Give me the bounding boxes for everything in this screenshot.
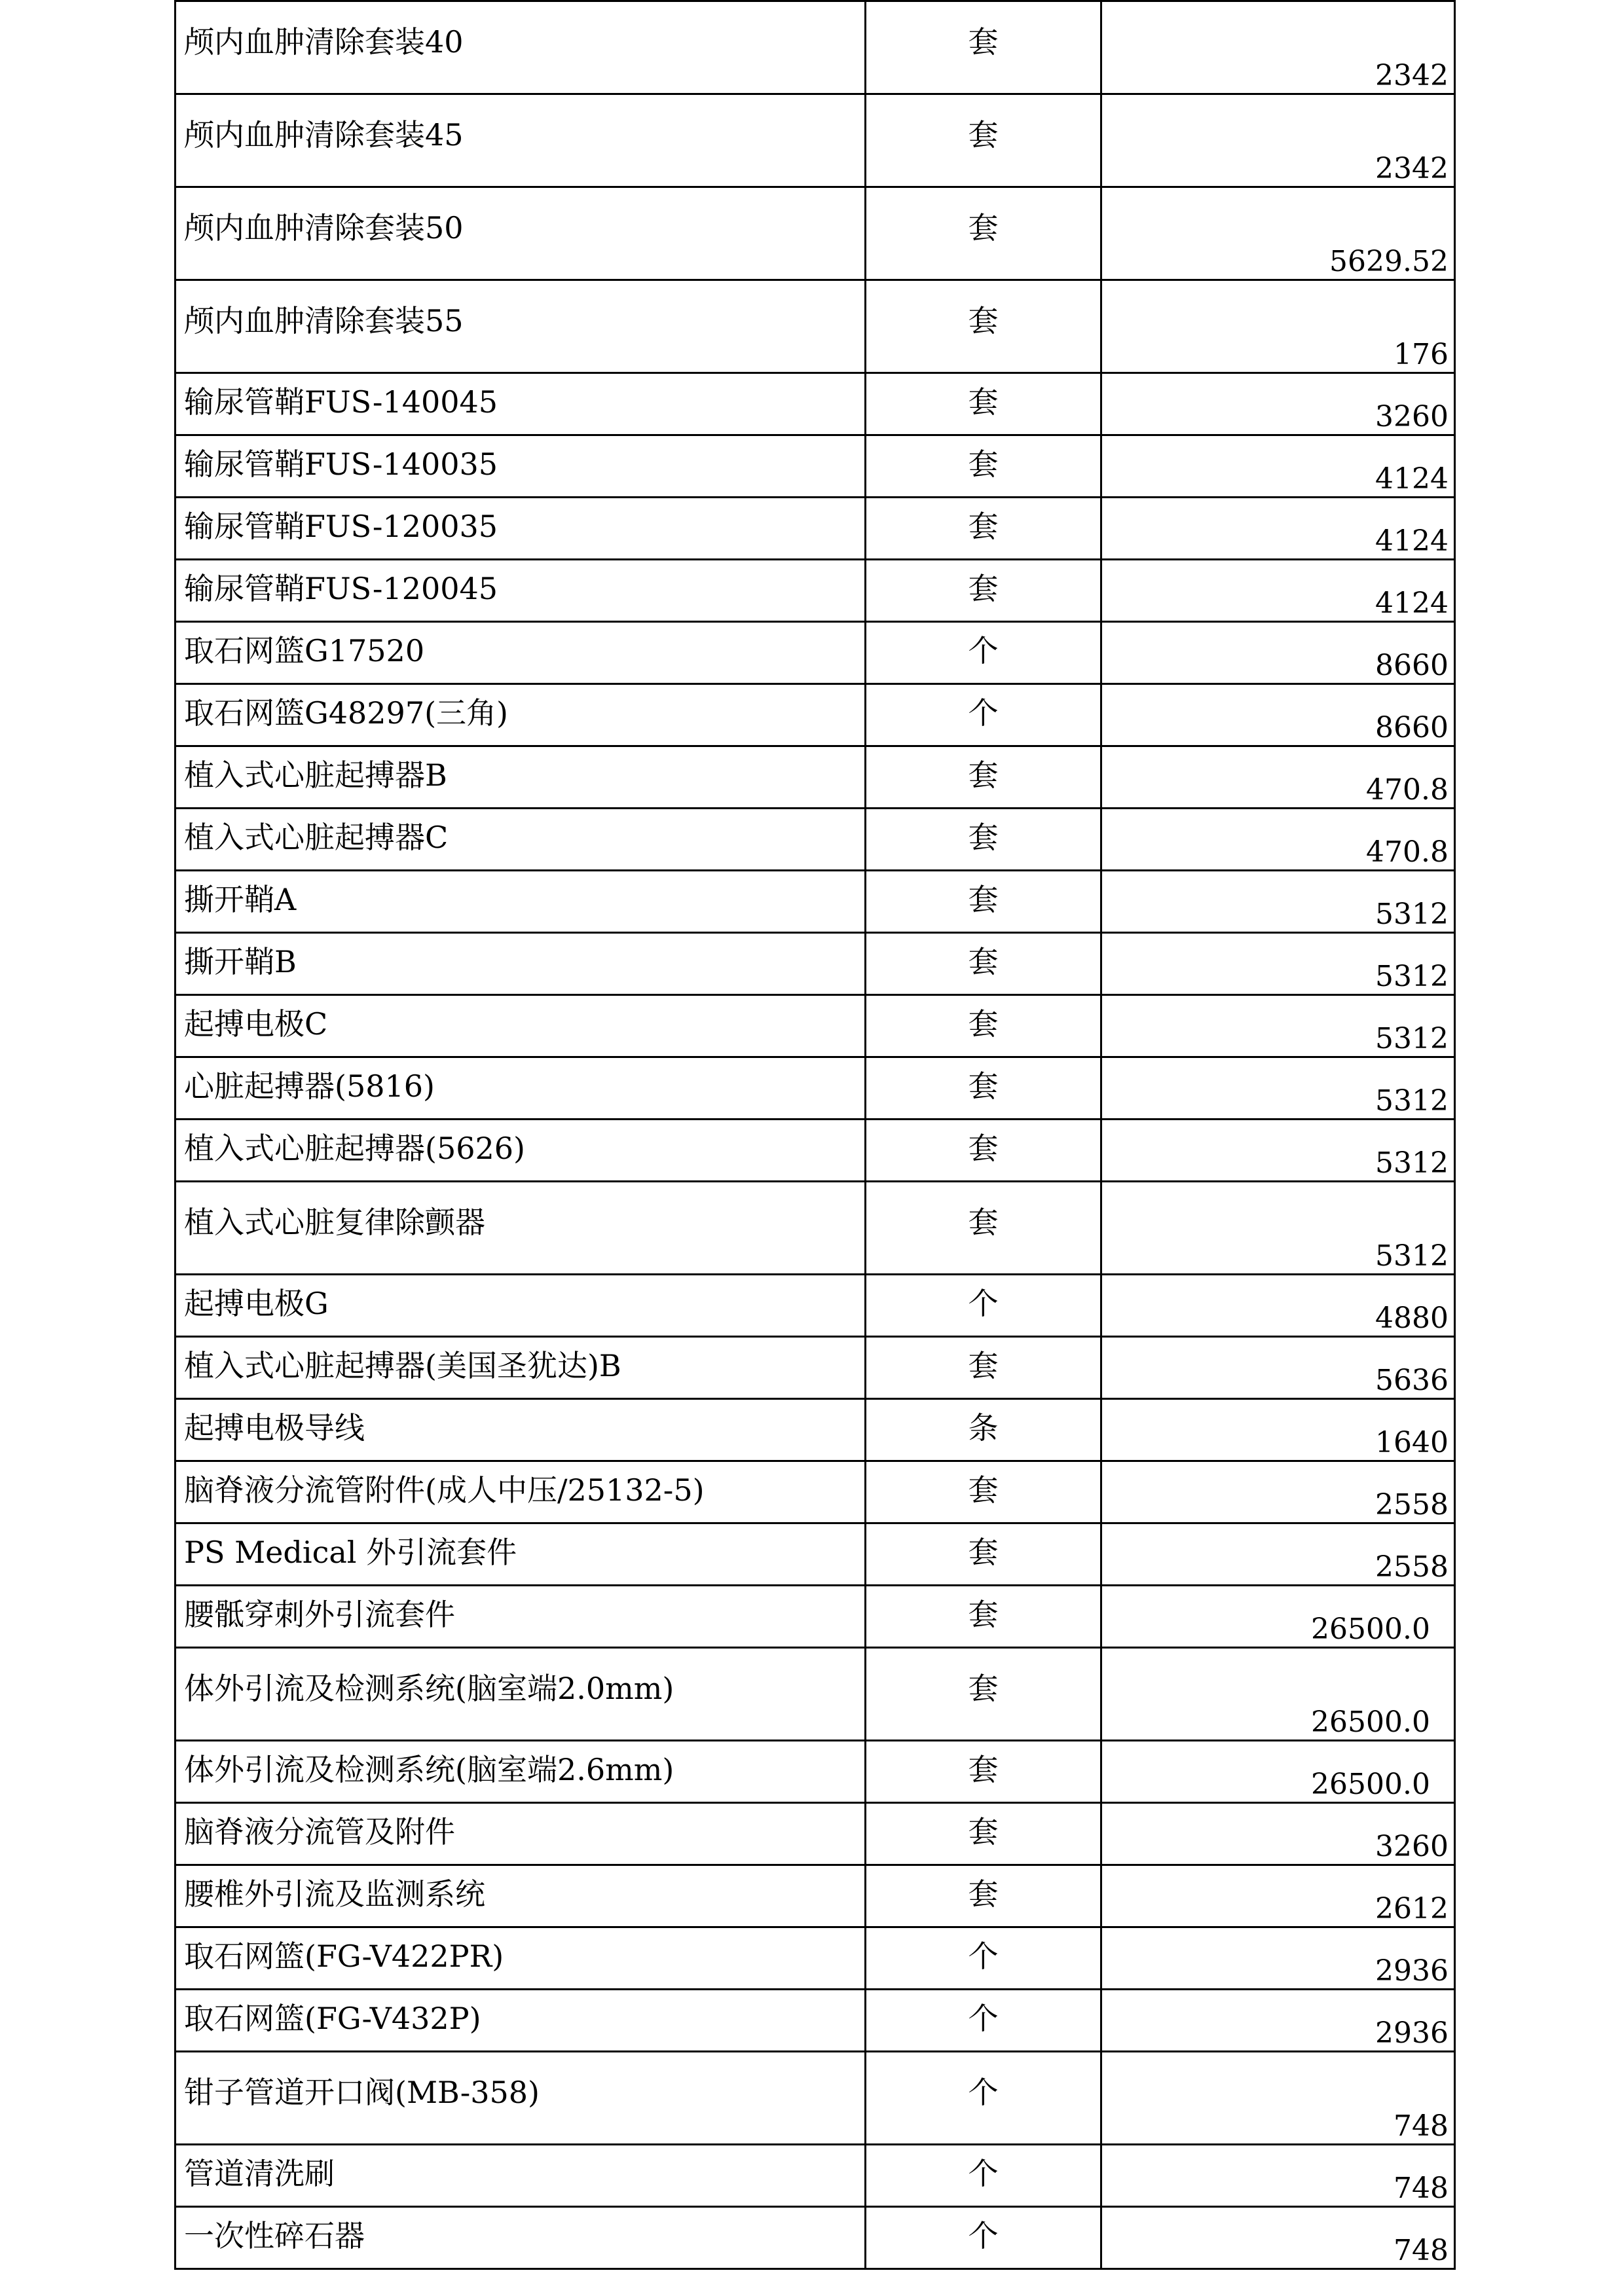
item-unit-cell: 个 <box>866 622 1101 684</box>
table-row <box>175 1586 1455 1648</box>
table-row <box>175 1461 1455 1523</box>
item-name-cell: 体外引流及检测系统(脑室端2.6mm) <box>175 1741 866 1803</box>
item-unit-cell: 套 <box>866 933 1101 995</box>
table-row <box>175 1741 1455 1803</box>
item-name-cell: 起搏电极导线 <box>175 1399 866 1461</box>
item-name-cell: 植入式心脏起搏器(5626) <box>175 1120 866 1182</box>
item-unit-cell: 套 <box>866 1865 1101 1927</box>
item-unit-cell: 个 <box>866 2052 1101 2145</box>
item-price-cell: 8660 <box>1101 622 1455 684</box>
item-price-cell: 5312 <box>1101 933 1455 995</box>
item-price-cell: 470.8 <box>1101 809 1455 871</box>
table-row <box>175 1337 1455 1399</box>
item-price-cell: 2612 <box>1101 1865 1455 1927</box>
table-row <box>175 1057 1455 1120</box>
item-name-cell: 起搏电极C <box>175 995 866 1057</box>
item-price-cell: 2936 <box>1101 1990 1455 2052</box>
table-row <box>175 373 1455 435</box>
item-name-cell: 取石网篮(FG-V422PR) <box>175 1927 866 1990</box>
item-price-cell: 26500.0 <box>1101 1741 1455 1803</box>
item-unit-cell: 套 <box>866 1057 1101 1120</box>
item-name-cell: 钳子管道开口阀(MB-358) <box>175 2052 866 2145</box>
item-name-cell: 脑脊液分流管及附件 <box>175 1803 866 1865</box>
item-unit-cell: 套 <box>866 1461 1101 1523</box>
item-unit-cell: 个 <box>866 684 1101 746</box>
item-name-cell: 取石网篮G17520 <box>175 622 866 684</box>
item-price-cell: 4124 <box>1101 435 1455 498</box>
item-price-cell: 5312 <box>1101 995 1455 1057</box>
item-name-cell: 心脏起搏器(5816) <box>175 1057 866 1120</box>
table-row <box>175 1120 1455 1182</box>
item-unit-cell: 套 <box>866 1523 1101 1586</box>
item-price-cell: 26500.0 <box>1101 1586 1455 1648</box>
item-price-cell: 748 <box>1101 2145 1455 2207</box>
item-name-cell: 颅内血肿清除套装40 <box>175 1 866 94</box>
table-row <box>175 2145 1455 2207</box>
item-unit-cell: 个 <box>866 1275 1101 1337</box>
table-row <box>175 498 1455 560</box>
table-row <box>175 1865 1455 1927</box>
item-price-cell: 176 <box>1101 280 1455 373</box>
table-row <box>175 187 1455 280</box>
item-price-cell: 5312 <box>1101 1120 1455 1182</box>
table-row <box>175 1927 1455 1990</box>
item-price-cell: 5629.52 <box>1101 187 1455 280</box>
item-price-cell: 5312 <box>1101 1182 1455 1275</box>
item-name-cell: 输尿管鞘FUS-120045 <box>175 560 866 622</box>
table-row <box>175 809 1455 871</box>
item-unit-cell: 套 <box>866 187 1101 280</box>
item-unit-cell: 套 <box>866 94 1101 187</box>
item-name-cell: 植入式心脏起搏器C <box>175 809 866 871</box>
item-unit-cell: 套 <box>866 498 1101 560</box>
table-row <box>175 94 1455 187</box>
item-name-cell: 脑脊液分流管附件(成人中压/25132-5) <box>175 1461 866 1523</box>
item-price-cell: 1640 <box>1101 1399 1455 1461</box>
item-price-cell: 4124 <box>1101 560 1455 622</box>
item-price-cell: 470.8 <box>1101 746 1455 809</box>
price-table-body <box>175 1 1455 2269</box>
item-name-cell: 植入式心脏起搏器(美国圣犹达)B <box>175 1337 866 1399</box>
item-name-cell: 体外引流及检测系统(脑室端2.0mm) <box>175 1648 866 1741</box>
table-row <box>175 622 1455 684</box>
item-price-cell: 2342 <box>1101 94 1455 187</box>
item-name-cell: 取石网篮(FG-V432P) <box>175 1990 866 2052</box>
table-row <box>175 1275 1455 1337</box>
item-price-cell: 4124 <box>1101 498 1455 560</box>
item-unit-cell: 套 <box>866 1 1101 94</box>
item-price-cell: 8660 <box>1101 684 1455 746</box>
item-unit-cell: 套 <box>866 1120 1101 1182</box>
table-row <box>175 933 1455 995</box>
item-unit-cell: 套 <box>866 1741 1101 1803</box>
table-row <box>175 746 1455 809</box>
item-price-cell: 748 <box>1101 2052 1455 2145</box>
table-row <box>175 1182 1455 1275</box>
item-name-cell: 取石网篮G48297(三角) <box>175 684 866 746</box>
price-table <box>174 0 1456 2270</box>
item-unit-cell: 套 <box>866 435 1101 498</box>
table-row <box>175 1648 1455 1741</box>
table-row <box>175 1 1455 94</box>
item-unit-cell: 条 <box>866 1399 1101 1461</box>
table-row <box>175 1990 1455 2052</box>
table-row <box>175 1803 1455 1865</box>
item-name-cell: 输尿管鞘FUS-140035 <box>175 435 866 498</box>
item-name-cell: 植入式心脏起搏器B <box>175 746 866 809</box>
table-row <box>175 560 1455 622</box>
item-unit-cell: 套 <box>866 746 1101 809</box>
item-name-cell: 颅内血肿清除套装50 <box>175 187 866 280</box>
item-price-cell: 2936 <box>1101 1927 1455 1990</box>
item-unit-cell: 套 <box>866 373 1101 435</box>
item-name-cell: 一次性碎石器 <box>175 2207 866 2269</box>
item-unit-cell: 套 <box>866 871 1101 933</box>
item-unit-cell: 套 <box>866 560 1101 622</box>
item-price-cell: 2558 <box>1101 1461 1455 1523</box>
item-name-cell: 颅内血肿清除套装55 <box>175 280 866 373</box>
item-unit-cell: 个 <box>866 1927 1101 1990</box>
table-row <box>175 684 1455 746</box>
item-price-cell: 26500.0 <box>1101 1648 1455 1741</box>
item-price-cell: 748 <box>1101 2207 1455 2269</box>
item-name-cell: 撕开鞘B <box>175 933 866 995</box>
item-unit-cell: 套 <box>866 1648 1101 1741</box>
item-name-cell: 管道清洗刷 <box>175 2145 866 2207</box>
table-row <box>175 435 1455 498</box>
table-row <box>175 1399 1455 1461</box>
item-price-cell: 3260 <box>1101 1803 1455 1865</box>
item-unit-cell: 个 <box>866 1990 1101 2052</box>
item-price-cell: 5636 <box>1101 1337 1455 1399</box>
item-price-cell: 3260 <box>1101 373 1455 435</box>
item-unit-cell: 个 <box>866 2207 1101 2269</box>
item-unit-cell: 套 <box>866 1182 1101 1275</box>
item-name-cell: 颅内血肿清除套装45 <box>175 94 866 187</box>
table-row <box>175 871 1455 933</box>
item-price-cell: 2342 <box>1101 1 1455 94</box>
item-unit-cell: 套 <box>866 995 1101 1057</box>
item-name-cell: 起搏电极G <box>175 1275 866 1337</box>
item-unit-cell: 套 <box>866 1337 1101 1399</box>
item-name-cell: 植入式心脏复律除颤器 <box>175 1182 866 1275</box>
item-name-cell: 腰骶穿刺外引流套件 <box>175 1586 866 1648</box>
table-row <box>175 2052 1455 2145</box>
item-unit-cell: 个 <box>866 2145 1101 2207</box>
table-row <box>175 280 1455 373</box>
item-name-cell: 腰椎外引流及监测系统 <box>175 1865 866 1927</box>
item-unit-cell: 套 <box>866 809 1101 871</box>
item-name-cell: 输尿管鞘FUS-140045 <box>175 373 866 435</box>
item-price-cell: 5312 <box>1101 871 1455 933</box>
item-price-cell: 5312 <box>1101 1057 1455 1120</box>
table-row <box>175 1523 1455 1586</box>
item-price-cell: 4880 <box>1101 1275 1455 1337</box>
item-unit-cell: 套 <box>866 1586 1101 1648</box>
table-row <box>175 2207 1455 2269</box>
item-unit-cell: 套 <box>866 1803 1101 1865</box>
item-unit-cell: 套 <box>866 280 1101 373</box>
item-name-cell: PS Medical 外引流套件 <box>175 1523 866 1586</box>
item-price-cell: 2558 <box>1101 1523 1455 1586</box>
item-name-cell: 撕开鞘A <box>175 871 866 933</box>
item-name-cell: 输尿管鞘FUS-120035 <box>175 498 866 560</box>
table-row <box>175 995 1455 1057</box>
